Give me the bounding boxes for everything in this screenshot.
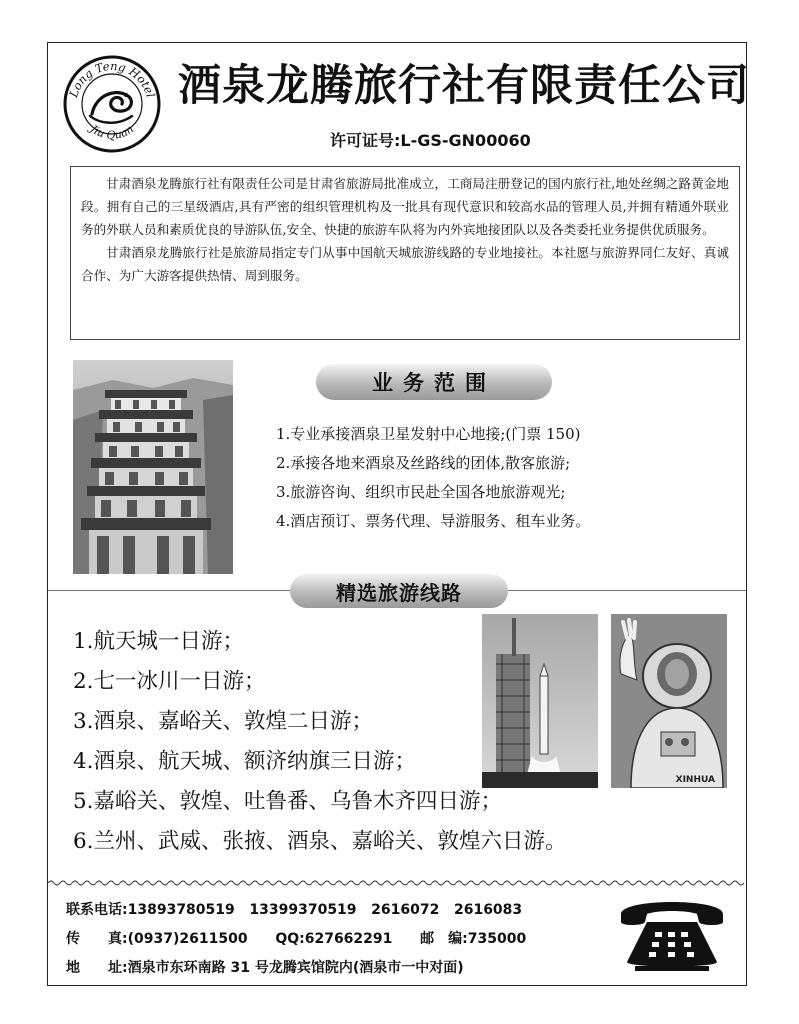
telephone-icon — [617, 892, 727, 972]
service-item: 2.承接各地来酒泉及丝路线的团体,散客旅游; — [276, 454, 571, 472]
intro-paragraph-1: 甘肃酒泉龙腾旅行社有限责任公司是甘肃省旅游局批准成立，工商局注册登记的国内旅行社,地处丝绸之路黄金地段。拥有自己的三星级酒店,具有严密的组织管理机构及一批具有现代意识和较高水品的管理人员,并拥有精通外联业务的外联人员和素质优良的导游队伍,安全、快捷的旅游车队将为内外宾地接团队以及各类委托业务提供优质服务。 — [81, 176, 729, 237]
address-label: 地 址: — [66, 960, 128, 976]
route-item: 1.航天城一日游； — [73, 629, 245, 654]
services-list — [276, 420, 590, 536]
contact-fax-row — [66, 925, 526, 954]
logo-text-bottom: Jiu Quan — [87, 122, 137, 142]
rocket-launch-photo — [482, 614, 598, 788]
address-value: 酒泉市东环南路 31 号龙腾宾馆院内(酒泉市一中对面) — [127, 960, 464, 976]
service-item: 1.专业承接酒泉卫星发射中心地接;(门票 150) — [276, 425, 581, 443]
service-item: 3.旅游咨询、组织市民赴全国各地旅游观光; — [276, 483, 566, 501]
contact-phone-row — [66, 896, 526, 925]
photo-caption: XINHUA — [675, 775, 715, 785]
fax-number: (0937)2611500 — [127, 931, 248, 947]
pagoda-photo — [73, 360, 233, 574]
qq-number: 627662291 — [304, 931, 393, 947]
fax-label: 传 真: — [66, 931, 128, 947]
qq-label: QQ: — [275, 931, 305, 947]
services-heading: 业务范围 — [316, 364, 552, 400]
postcode-label: 邮 编: — [420, 931, 468, 947]
route-item: 2.七一冰川一日游； — [73, 669, 266, 694]
wavy-divider — [48, 879, 746, 887]
route-item: 6.兰州、武威、张掖、酒泉、嘉峪关、敦煌六日游。 — [73, 829, 567, 854]
license-number: 许可证号:L-GS-GN00060 — [330, 131, 531, 150]
astronaut-photo — [611, 614, 727, 788]
phone-label: 联系电话: — [66, 902, 128, 918]
route-item: 4.酒泉、航天城、额济纳旗三日游； — [73, 749, 417, 774]
logo-text-top: Long Teng Hotel — [66, 58, 158, 100]
company-title: 酒泉龙腾旅行社有限责任公司 — [178, 61, 750, 111]
intro-box — [70, 166, 740, 340]
dragon-logo-icon — [62, 54, 162, 154]
service-item: 4.酒店预订、票务代理、导游服务、租车业务。 — [276, 512, 591, 530]
route-item: 3.酒泉、嘉峪关、敦煌二日游； — [73, 709, 374, 734]
intro-paragraph-2: 甘肃酒泉龙腾旅行社是旅游局指定专门从事中国航天城旅游线路的专业地接社。本社愿与旅游界同仁友好、真诚合作、为广大游客提供热情、周到服务。 — [81, 245, 729, 283]
route-item: 5.嘉峪关、敦煌、吐鲁番、乌鲁木齐四日游； — [73, 789, 503, 814]
contact-block — [66, 896, 526, 983]
routes-heading: 精选旅游线路 — [290, 574, 508, 608]
postcode-value: 735000 — [467, 931, 527, 947]
phone-numbers: 13893780519 13399370519 2616072 2616083 — [127, 902, 523, 918]
svg-text:Jiu Quan — [86, 121, 136, 142]
contact-address-row — [66, 954, 526, 983]
